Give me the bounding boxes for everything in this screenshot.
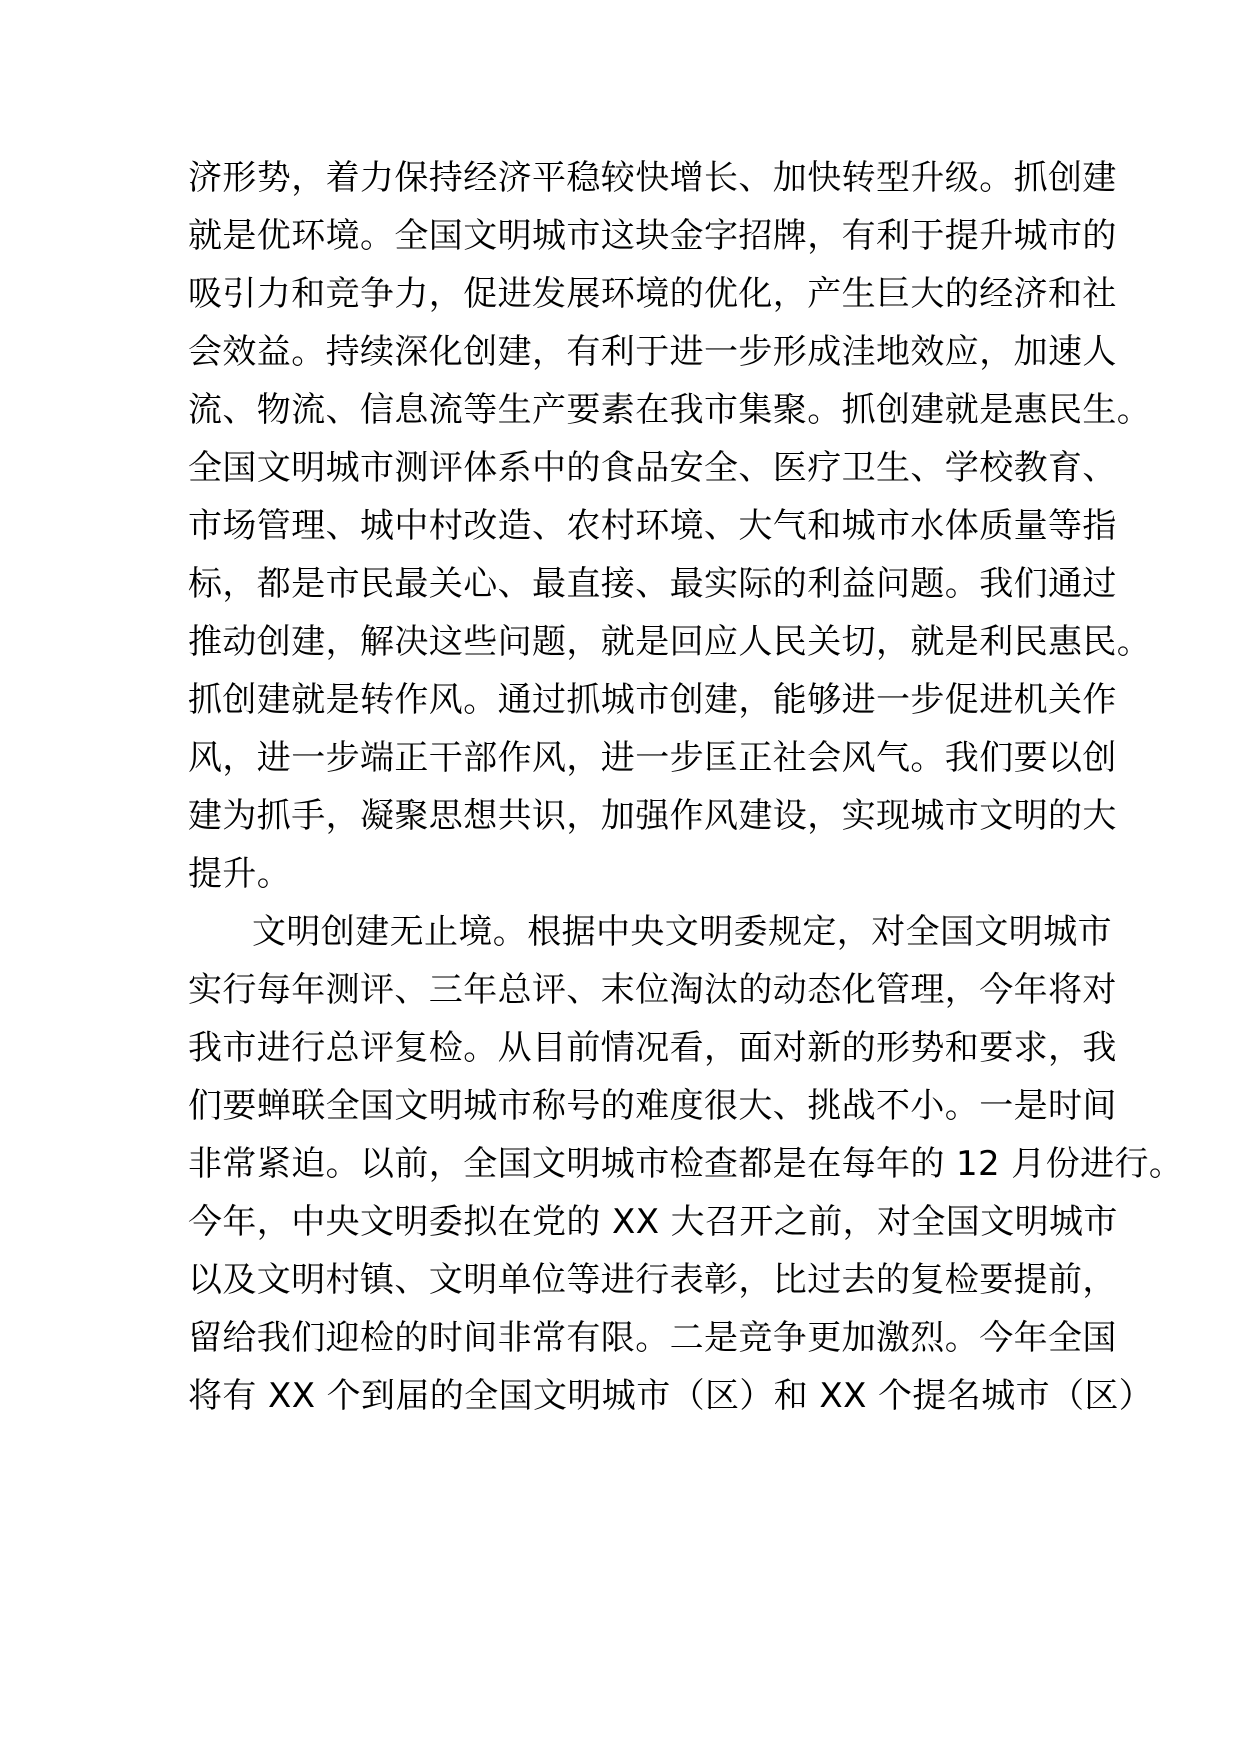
text-line: 流、物流、信息流等生产要素在我市集聚。抓创建就是惠民生。: [188, 390, 1152, 430]
text-line: 今年，中央文明委拟在党的 XX 大召开之前，对全国文明城市: [188, 1202, 1118, 1242]
paragraph-first-line: 文明创建无止境。根据中央文明委规定，对全国文明城市: [252, 912, 1112, 952]
text-line: 将有 XX 个到届的全国文明城市（区）和 XX 个提名城市（区）: [188, 1376, 1154, 1416]
text-line: 标，都是市民最关心、最直接、最实际的利益问题。我们通过: [188, 564, 1117, 604]
text-line: 济形势，着力保持经济平稳较快增长、加快转型升级。抓创建: [188, 158, 1117, 198]
text-line: 抓创建就是转作风。通过抓城市创建，能够进一步促进机关作: [188, 680, 1117, 720]
text-line: 以及文明村镇、文明单位等进行表彰，比过去的复检要提前，: [188, 1260, 1117, 1300]
text-line: 们要蝉联全国文明城市称号的难度很大、挑战不小。一是时间: [188, 1086, 1117, 1126]
text-line: 市场管理、城中村改造、农村环境、大气和城市水体质量等指: [188, 506, 1117, 546]
text-line: 提升。: [188, 854, 292, 894]
text-line: 实行每年测评、三年总评、末位淘汰的动态化管理，今年将对: [188, 970, 1117, 1010]
text-line: 推动创建，解决这些问题，就是回应人民关切，就是利民惠民。: [188, 622, 1152, 662]
text-line: 建为抓手，凝聚思想共识，加强作风建设，实现城市文明的大: [188, 796, 1117, 836]
text-line: 风，进一步端正干部作风，进一步匡正社会风气。我们要以创: [188, 738, 1117, 778]
text-line: 我市进行总评复检。从目前情况看，面对新的形势和要求，我: [188, 1028, 1117, 1068]
text-line: 就是优环境。全国文明城市这块金字招牌，有利于提升城市的: [188, 216, 1117, 256]
text-line: 留给我们迎检的时间非常有限。二是竞争更加激烈。今年全国: [188, 1318, 1117, 1358]
text-line: 吸引力和竞争力，促进发展环境的优化，产生巨大的经济和社: [188, 274, 1117, 314]
text-line: 会效益。持续深化创建，有利于进一步形成洼地效应，加速人: [188, 332, 1117, 372]
text-line: 全国文明城市测评体系中的食品安全、医疗卫生、学校教育、: [188, 448, 1117, 488]
text-line: 非常紧迫。以前，全国文明城市检查都是在每年的 12 月份进行。: [188, 1144, 1184, 1184]
